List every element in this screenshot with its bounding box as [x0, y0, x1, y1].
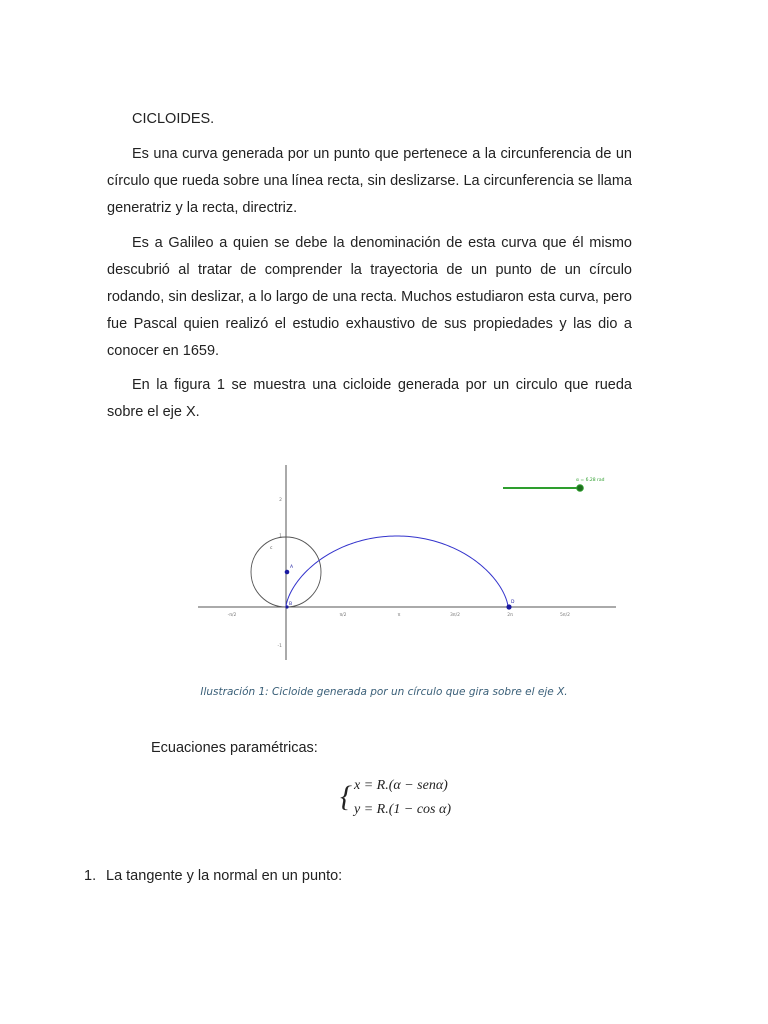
figure-caption: Ilustración 1: Cicloide generada por un círculo que gira sobre el eje X. — [200, 686, 568, 698]
y-tick-label: 1 — [279, 534, 282, 539]
point-d-label: D — [511, 600, 515, 605]
x-tick-label: 5π/2 — [560, 613, 570, 618]
equation-x: x = R.(α − senα) — [354, 778, 448, 793]
point-b-label: B — [289, 602, 293, 607]
x-tick-label: π/2 — [339, 613, 347, 618]
x-tick-label: 2π — [507, 613, 513, 618]
cycloid-curve — [286, 536, 508, 607]
paragraph-3: En la figura 1 se muestra una cicloide generada por un circulo que rueda sobre el eje X. — [107, 377, 632, 420]
list-number: 1. — [84, 868, 97, 884]
x-tick-label: 3π/2 — [450, 613, 460, 618]
alpha-slider-handle[interactable] — [577, 485, 584, 492]
list-item-tangent — [84, 863, 342, 890]
equation-brace: { — [340, 780, 352, 813]
alpha-slider-label: α = 6.28 rad — [576, 478, 605, 483]
x-tick-label: -π/2 — [227, 613, 237, 618]
y-tick-label: -1 — [277, 644, 282, 649]
document-heading: CICLOIDES. — [132, 111, 215, 127]
x-tick-label: π — [397, 613, 401, 618]
list-item-text: La tangente y la normal en un punto: — [106, 868, 343, 884]
point-a-label: A — [290, 565, 294, 570]
equations-label: Ecuaciones paramétricas: — [151, 740, 318, 756]
cycloid-figure — [190, 460, 622, 665]
y-tick-label: 2 — [279, 498, 282, 503]
paragraph-1: Es una curva generada por un punto que pertenece a la circunferencia de un círculo que rueda sobre una línea recta, sin deslizarse. La circunferencia se llama generatriz y la recta, directriz. — [107, 146, 632, 216]
parametric-equations — [340, 770, 500, 822]
circle-label: c — [270, 546, 273, 551]
paragraph-2: Es a Galileo a quien se debe la denominación de esta curva que él mismo descubrió al tratar de comprender la trayectoria de un punto de un círculo rodando, sin deslizar, a lo largo de una recta. Muchos estudiaron esta curva, pero fue Pascal quien realizó el estudio exhaustivo de sus propiedades y las dio a conocer en 1659. — [107, 235, 632, 359]
point-a — [285, 570, 290, 575]
equation-y: y = R.(1 − cos α) — [354, 802, 451, 817]
point-d — [506, 604, 511, 609]
